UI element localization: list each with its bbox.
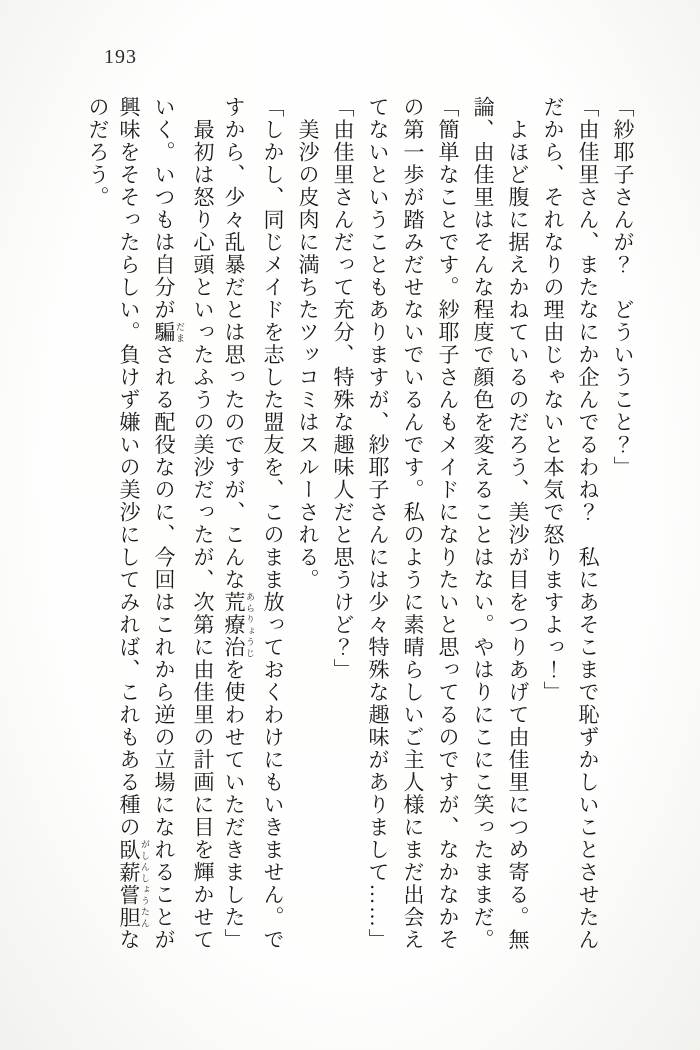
text-line: 論、由佳里はそんな程度で顔色を変えることはない。やはりにこにこ笑ったままだ。 [471, 96, 495, 951]
text-block [80, 96, 640, 956]
text-line: だから、それなりの理由じゃないと本気で怒りますよっ！」 [541, 96, 565, 704]
text-line: いく。いつもは自分が騙 だまされる配役なのに、今回はこれから逆の立場になれることが [152, 96, 185, 951]
text-line: 美沙の皮肉に満ちたツッコミはスルーされる。 [296, 96, 320, 591]
text-line: てないということもありますが、紗耶子さんには少々特殊な趣味がありまして……」 [366, 96, 390, 951]
text-line: よほど腹に据えかねているのだろう、美沙が目をつりあげて由佳里につめ寄る。無 [506, 96, 530, 951]
text-line: 「由佳里さん、またなにか企んでるわね？ 私にあそこまで恥ずかしいことさせたん [576, 96, 600, 951]
text-line: の第一歩が踏みだせないでいるんです。私のように素晴らしいご主人様にまだ出会え [401, 96, 425, 951]
ruby-annotated-word: 荒療治 あらりょうじ [222, 591, 255, 659]
ruby-annotated-word: 騙 だま [152, 321, 185, 344]
text-line: 「しかし、同じメイドを志した盟友を、このまま放っておくわけにもいきません。で [261, 96, 285, 951]
text-line: のだろう。 [86, 96, 110, 209]
page-number: 193 [104, 46, 137, 68]
text-line: 最初は怒り心頭といったふうの美沙だったが、次第に由佳里の計画に目を輝かせて [191, 96, 215, 951]
text-line: すから、少々乱暴だとは思ったのですが、こんな荒療治 あらりょうじを使わせていただきました」 [222, 96, 255, 951]
ruby-annotated-word: 臥薪嘗胆 がしんしょうたん [117, 838, 150, 929]
text-line: 「由佳里さんだって充分、特殊な趣味人だと思うけど？」 [331, 96, 355, 681]
text-line: 興味をそそったらしい。負けず嫌いの美沙にしてみれば、これもある種の臥薪嘗胆 がしんしょうたんな [117, 96, 150, 951]
text-line: 「簡単なことです。紗耶子さんもメイドになりたいと思ってるのですが、なかなかそ [436, 96, 460, 951]
text-line: 「紗耶子さんが？ どういうこと？」 [611, 96, 635, 479]
